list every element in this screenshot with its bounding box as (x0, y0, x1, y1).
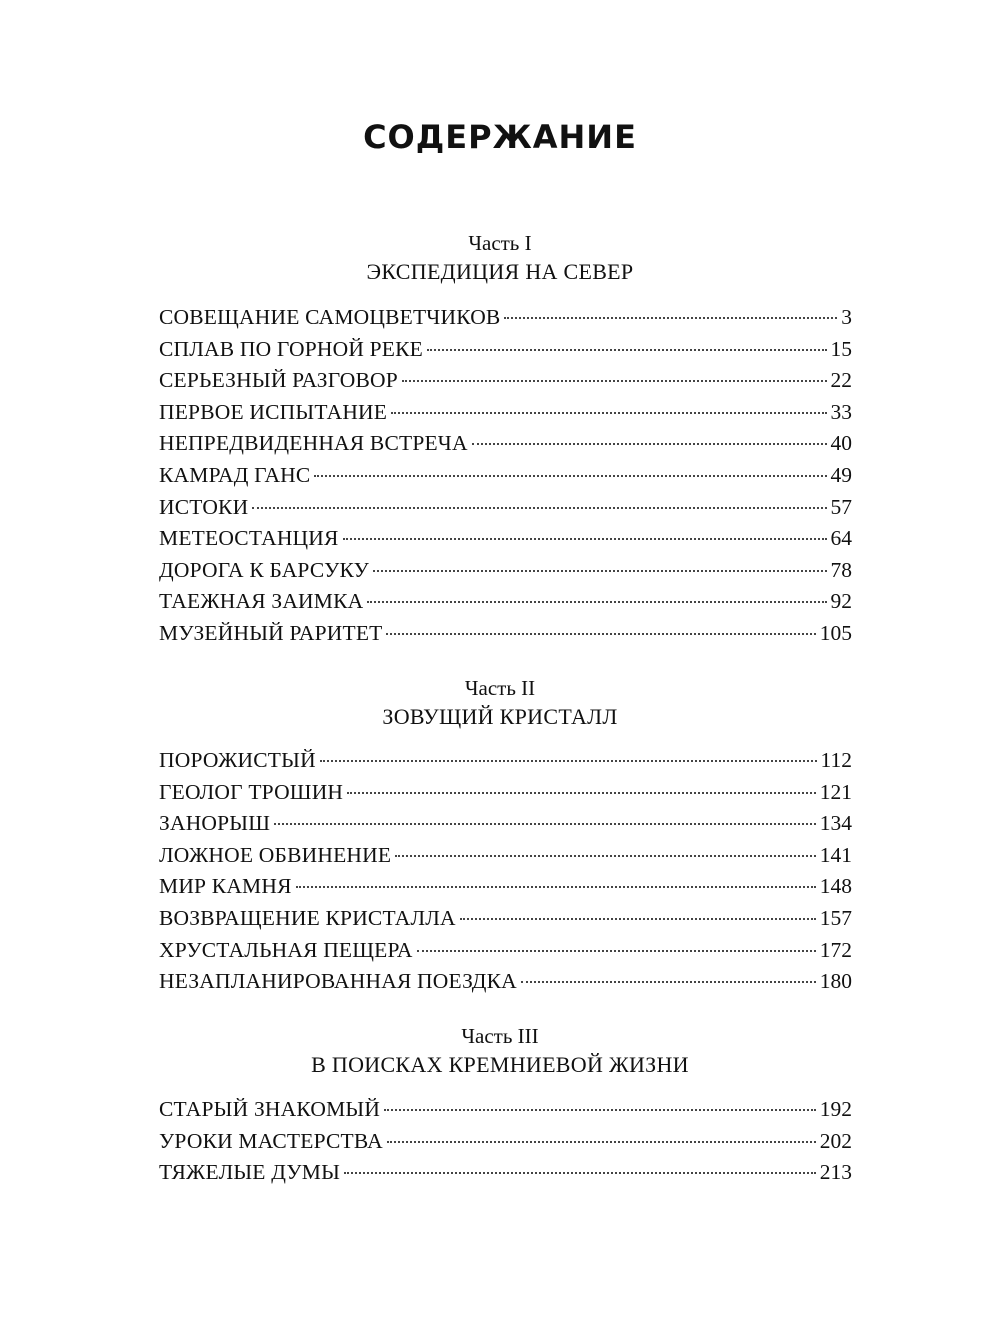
page-number: 213 (819, 1160, 852, 1185)
page-number: 134 (819, 811, 852, 836)
page-number: 148 (819, 874, 852, 899)
page-number: 192 (819, 1097, 852, 1121)
toc-entry[interactable] (159, 302, 852, 334)
page-number: 49 (830, 462, 852, 487)
page-number: 92 (830, 589, 852, 614)
page-number: 33 (830, 399, 852, 424)
dot-leader (402, 380, 827, 382)
page-number: 180 (819, 969, 852, 994)
toc-entry[interactable] (159, 903, 852, 935)
toc-entry[interactable] (159, 935, 852, 967)
page-number: 22 (830, 368, 852, 393)
toc-entry[interactable] (159, 428, 852, 460)
page-number: 15 (830, 336, 852, 361)
chapter-title: ЗАНОРЫШ (159, 811, 271, 836)
chapter-title: ПОРОЖИСТЫЙ (159, 748, 316, 772)
part-2-chapter-list (159, 745, 852, 998)
chapter-title: ДОРОГА К БАРСУКУ (159, 557, 370, 582)
toc-entry[interactable] (159, 871, 852, 903)
toc-entry[interactable] (159, 966, 852, 998)
dot-leader (521, 981, 816, 983)
page-number: 3 (841, 305, 852, 329)
page-number: 112 (820, 748, 852, 772)
toc-entry[interactable] (159, 555, 852, 587)
dot-leader (504, 317, 837, 319)
toc-entry[interactable] (159, 1094, 852, 1126)
chapter-title: ТАЕЖНАЯ ЗАИМКА (159, 589, 364, 614)
chapter-title: МИР КАМНЯ (159, 874, 292, 899)
dot-leader (417, 950, 816, 952)
part-1-chapter-list (159, 302, 852, 650)
chapter-title: НЕПРЕДВИДЕННАЯ ВСТРЕЧА (159, 431, 468, 456)
dot-leader (343, 538, 827, 540)
page-number: 121 (819, 779, 852, 804)
part-2-label: Часть II (464, 676, 536, 700)
page-number: 64 (830, 526, 852, 551)
toc-entry[interactable] (159, 808, 852, 840)
chapter-title: КАМРАД ГАНС (159, 462, 311, 487)
page-number: 40 (830, 431, 852, 456)
toc-entry[interactable] (159, 460, 852, 492)
dot-leader (427, 349, 826, 351)
toc-entry[interactable] (159, 840, 852, 872)
toc-entry[interactable] (159, 397, 852, 429)
chapter-title: ПЕРВОЕ ИСПЫТАНИЕ (159, 399, 388, 424)
part-2-header (0, 674, 1000, 732)
toc-entry[interactable] (159, 1157, 852, 1189)
page-number: 202 (819, 1128, 852, 1153)
chapter-title: МУЗЕЙНЫЙ РАРИТЕТ (159, 620, 383, 645)
toc-entry[interactable] (159, 777, 852, 809)
page-number: 78 (830, 557, 852, 582)
dot-leader (395, 855, 816, 857)
dot-leader (274, 823, 816, 825)
chapter-title: ВОЗВРАЩЕНИЕ КРИСТАЛЛА (159, 905, 456, 930)
page-number: 157 (819, 905, 852, 930)
part-1-header (0, 229, 1000, 287)
page-title: СОДЕРЖАНИЕ (363, 118, 637, 156)
dot-leader (384, 1109, 816, 1111)
part-3-name: В ПОИСКАХ КРЕМНИЕВОЙ ЖИЗНИ (311, 1052, 689, 1077)
dot-leader (387, 1141, 816, 1143)
chapter-title: СПЛАВ ПО ГОРНОЙ РЕКЕ (159, 336, 424, 361)
part-3-header (0, 1022, 1000, 1080)
page-number: 57 (830, 494, 852, 519)
toc-entry[interactable] (159, 334, 852, 366)
chapter-title: НЕЗАПЛАНИРОВАННАЯ ПОЕЗДКА (159, 969, 517, 994)
dot-leader (367, 601, 826, 603)
chapter-title: МЕТЕОСТАНЦИЯ (159, 526, 339, 551)
chapter-title: ХРУСТАЛЬНАЯ ПЕЩЕРА (159, 937, 413, 962)
part-3-label: Часть III (461, 1024, 539, 1048)
toc-entry[interactable] (159, 618, 852, 650)
page-number: 105 (819, 620, 852, 645)
toc-entry[interactable] (159, 492, 852, 524)
dot-leader (386, 633, 815, 635)
dot-leader (314, 475, 826, 477)
dot-leader (344, 1172, 816, 1174)
toc-entry[interactable] (159, 586, 852, 618)
toc-entry[interactable] (159, 1126, 852, 1158)
dot-leader (373, 570, 826, 572)
dot-leader (472, 443, 827, 445)
toc-entry[interactable] (159, 745, 852, 777)
chapter-title: СОВЕЩАНИЕ САМОЦВЕТЧИКОВ (159, 305, 501, 329)
dot-leader (296, 886, 816, 888)
part-2-name: ЗОВУЩИЙ КРИСТАЛЛ (382, 704, 618, 729)
chapter-title: СТАРЫЙ ЗНАКОМЫЙ (159, 1097, 381, 1121)
toc-entry[interactable] (159, 523, 852, 555)
chapter-title: ГЕОЛОГ ТРОШИН (159, 779, 344, 804)
chapter-title: ИСТОКИ (159, 494, 249, 519)
page-number: 172 (819, 937, 852, 962)
chapter-title: УРОКИ МАСТЕРСТВА (159, 1128, 383, 1153)
part-1-name: ЭКСПЕДИЦИЯ НА СЕВЕР (366, 259, 634, 284)
dot-leader (252, 507, 826, 509)
dot-leader (391, 412, 826, 414)
page-number: 141 (819, 842, 852, 867)
dot-leader (460, 918, 816, 920)
chapter-title: ТЯЖЕЛЫЕ ДУМЫ (159, 1160, 341, 1185)
dot-leader (320, 760, 817, 762)
part-1-label: Часть I (468, 231, 532, 255)
chapter-title: ЛОЖНОЕ ОБВИНЕНИЕ (159, 842, 392, 867)
toc-entry[interactable] (159, 365, 852, 397)
chapter-title: СЕРЬЕЗНЫЙ РАЗГОВОР (159, 368, 398, 393)
part-3-chapter-list (159, 1094, 852, 1189)
dot-leader (347, 792, 816, 794)
